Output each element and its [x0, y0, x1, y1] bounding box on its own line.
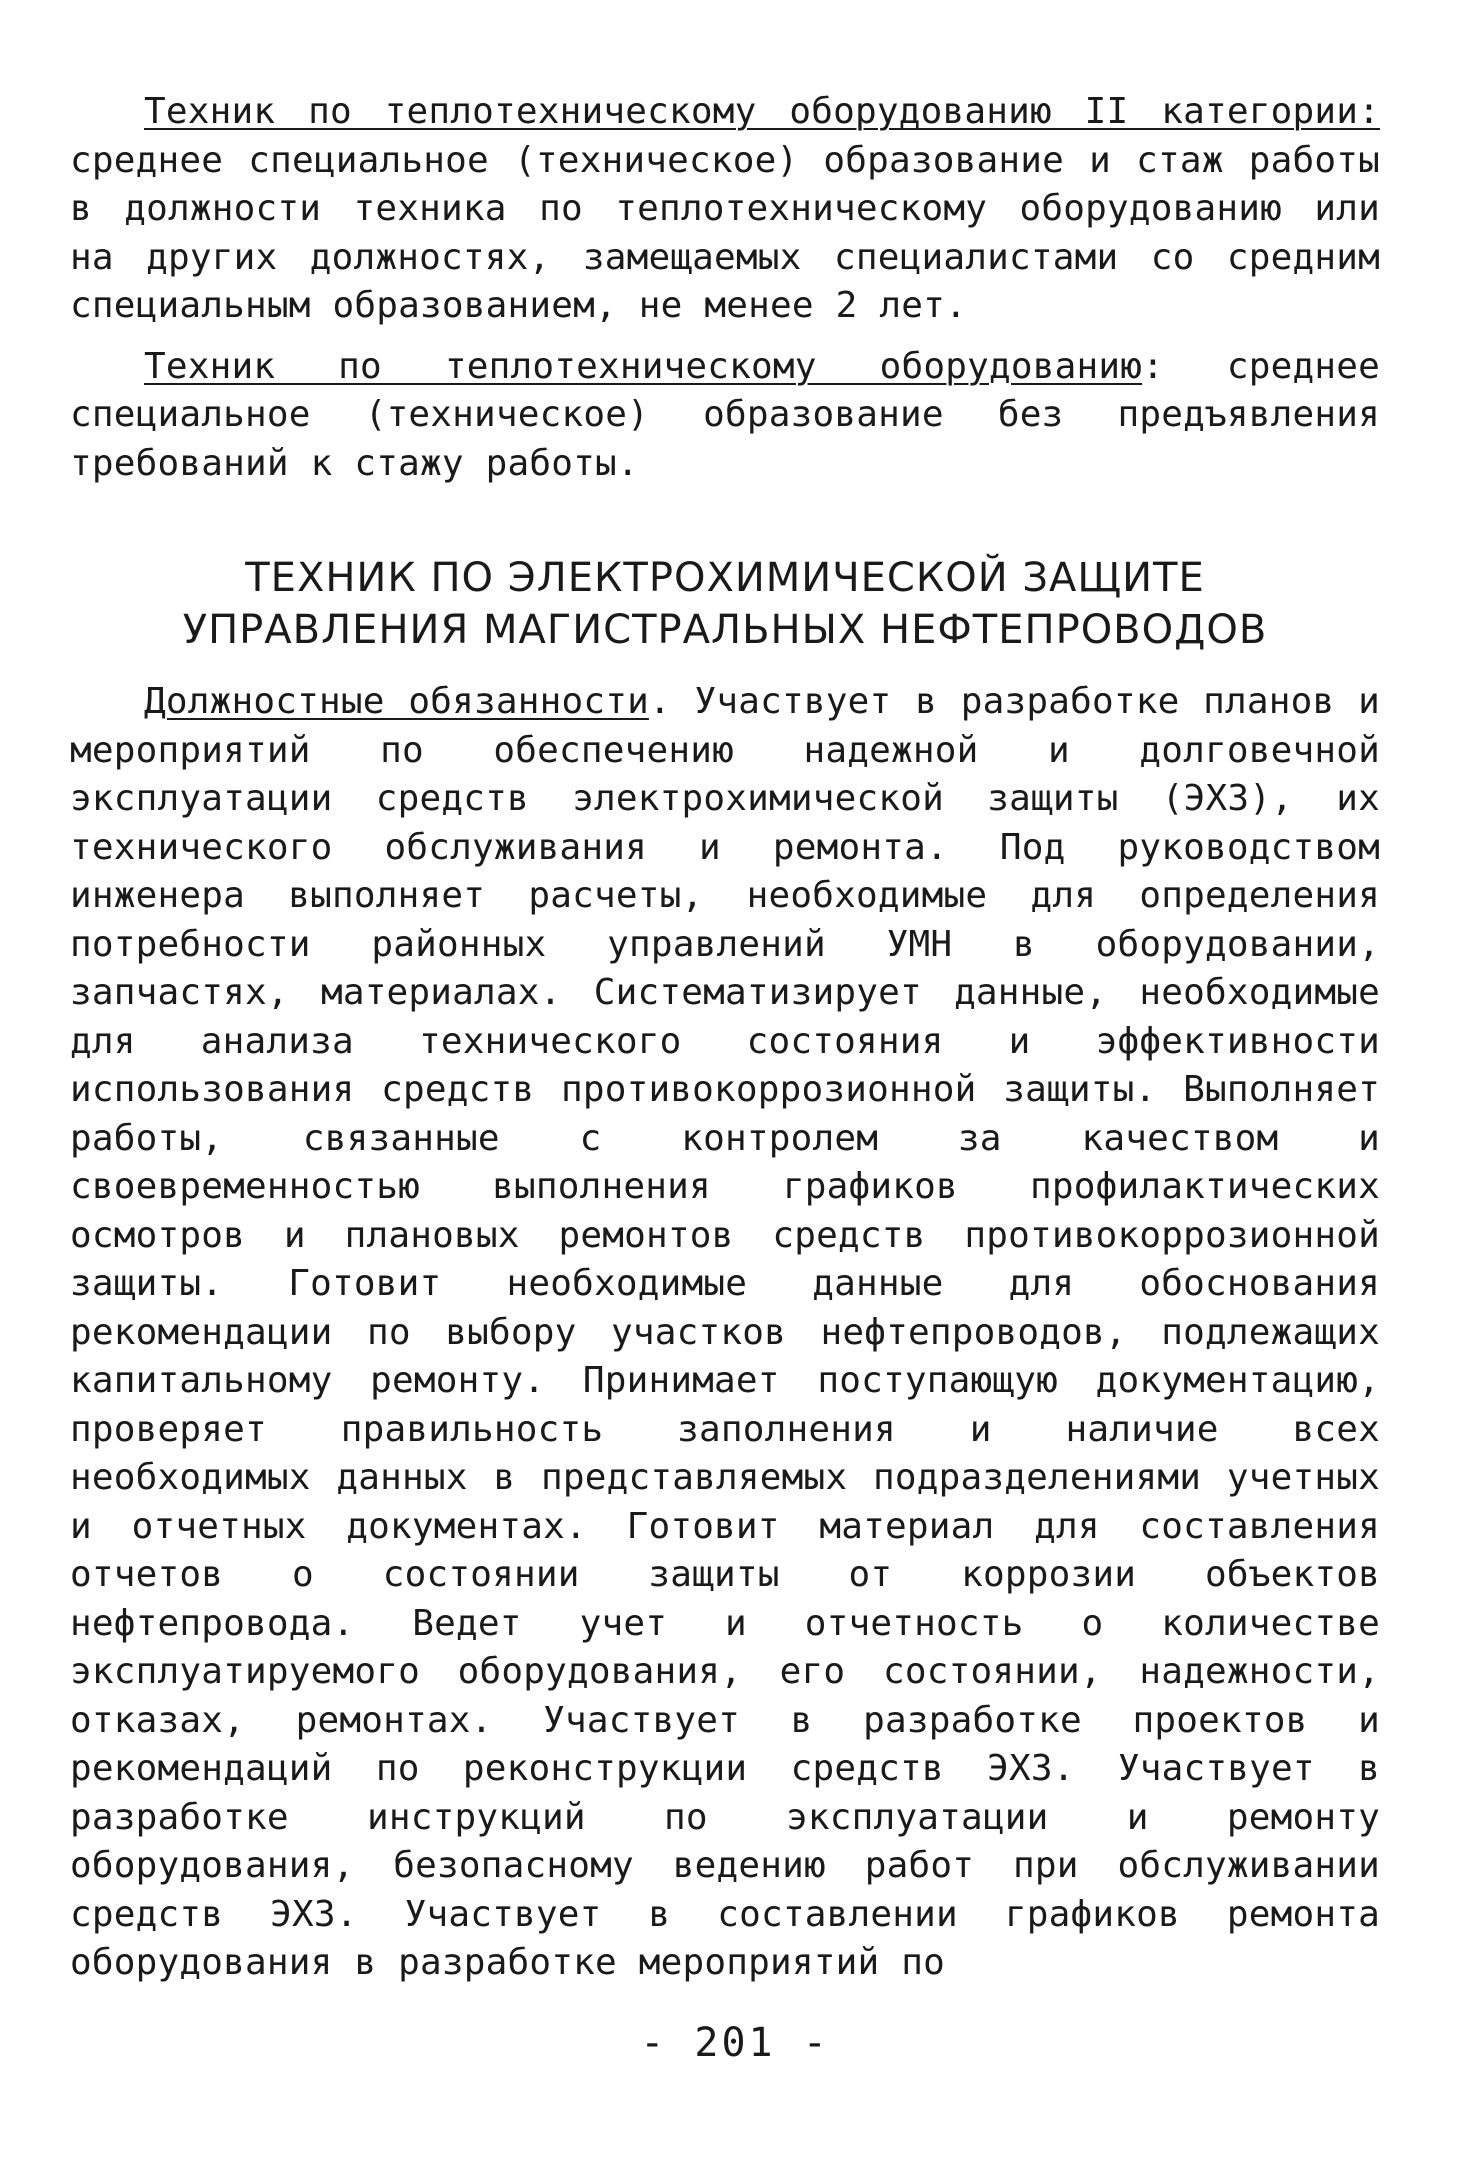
requirements-technician-category-2: среднее специальное (техническое) образование и стаж работы в должности техника по теплотехническому оборудованию или на других должностях, замещаемых специалистами со средним специальным образованием, не менее 2 лет.: [70, 139, 1380, 326]
term-duties: Должностные обязанности: [144, 681, 649, 722]
document-page: [70, 88, 1380, 1988]
paragraph-technician: [70, 343, 1380, 489]
duties-text: . Участвует в разработке планов и мероприятий по обеспечению надежной и долговечной эксплуатации средств электрохимической защиты (ЭХЗ), их технического обслуживания и ремонта. Под руководством инженера выполняет расчеты, необходимые для определения потребности районных управлений УМН в оборудовании, запчастях, материалах. Систематизирует данные, необходимые для анализа технического состояния и эффективности использования средств противокоррозионной защиты. Выполняет работы, связанные с контролем за качеством и своевременностью выполнения графиков профилактических осмотров и плановых ремонтов средств противокоррозионной защиты. Готовит необходимые данные для обоснования рекомендации по выбору участков нефтепроводов, подлежащих капитальному ремонту. Принимает поступающую документацию, проверяет правильность заполнения и наличие всех необходимых данных в представляемых подразделениями учетных и отчетных документах. Готовит материал для составления отчетов о состоянии защиты от коррозии объектов нефтепровода. Ведет учет и отчетность о количестве эксплуатируемого оборудования, его состоянии, надежности, отказах, ремонтах. Участвует в разработке проектов и рекомендаций по реконструкции средств ЭХЗ. Участвует в разработке инструкций по эксплуатации и ремонту оборудования, безопасному ведению работ при обслуживании средств ЭХЗ. Участвует в составлении графиков ремонта оборудования в разработке мероприятий по: [70, 681, 1380, 1983]
page-number: - 201 -: [640, 2020, 830, 2066]
term-technician-category-2: Техник по теплотехническому оборудованию II категории:: [144, 91, 1380, 132]
paragraph-duties: [70, 678, 1380, 1988]
requirements-technician: : среднее специальное (техническое) образование без предъявления требований к стажу работы.: [70, 345, 1381, 484]
spacer: [70, 331, 1380, 343]
heading-line-2: УПРАВЛЕНИЯ МАГИСТРАЛЬНЫХ НЕФТЕПРОВОДОВ: [182, 607, 1268, 653]
section-heading: [70, 552, 1380, 656]
term-technician: Техник по теплотехническому оборудованию: [144, 345, 1143, 387]
paragraph-technician-category-2: [70, 88, 1380, 331]
heading-line-1: ТЕХНИК ПО ЭЛЕКТРОХИМИЧЕСКОЙ ЗАЩИТЕ: [245, 555, 1205, 601]
